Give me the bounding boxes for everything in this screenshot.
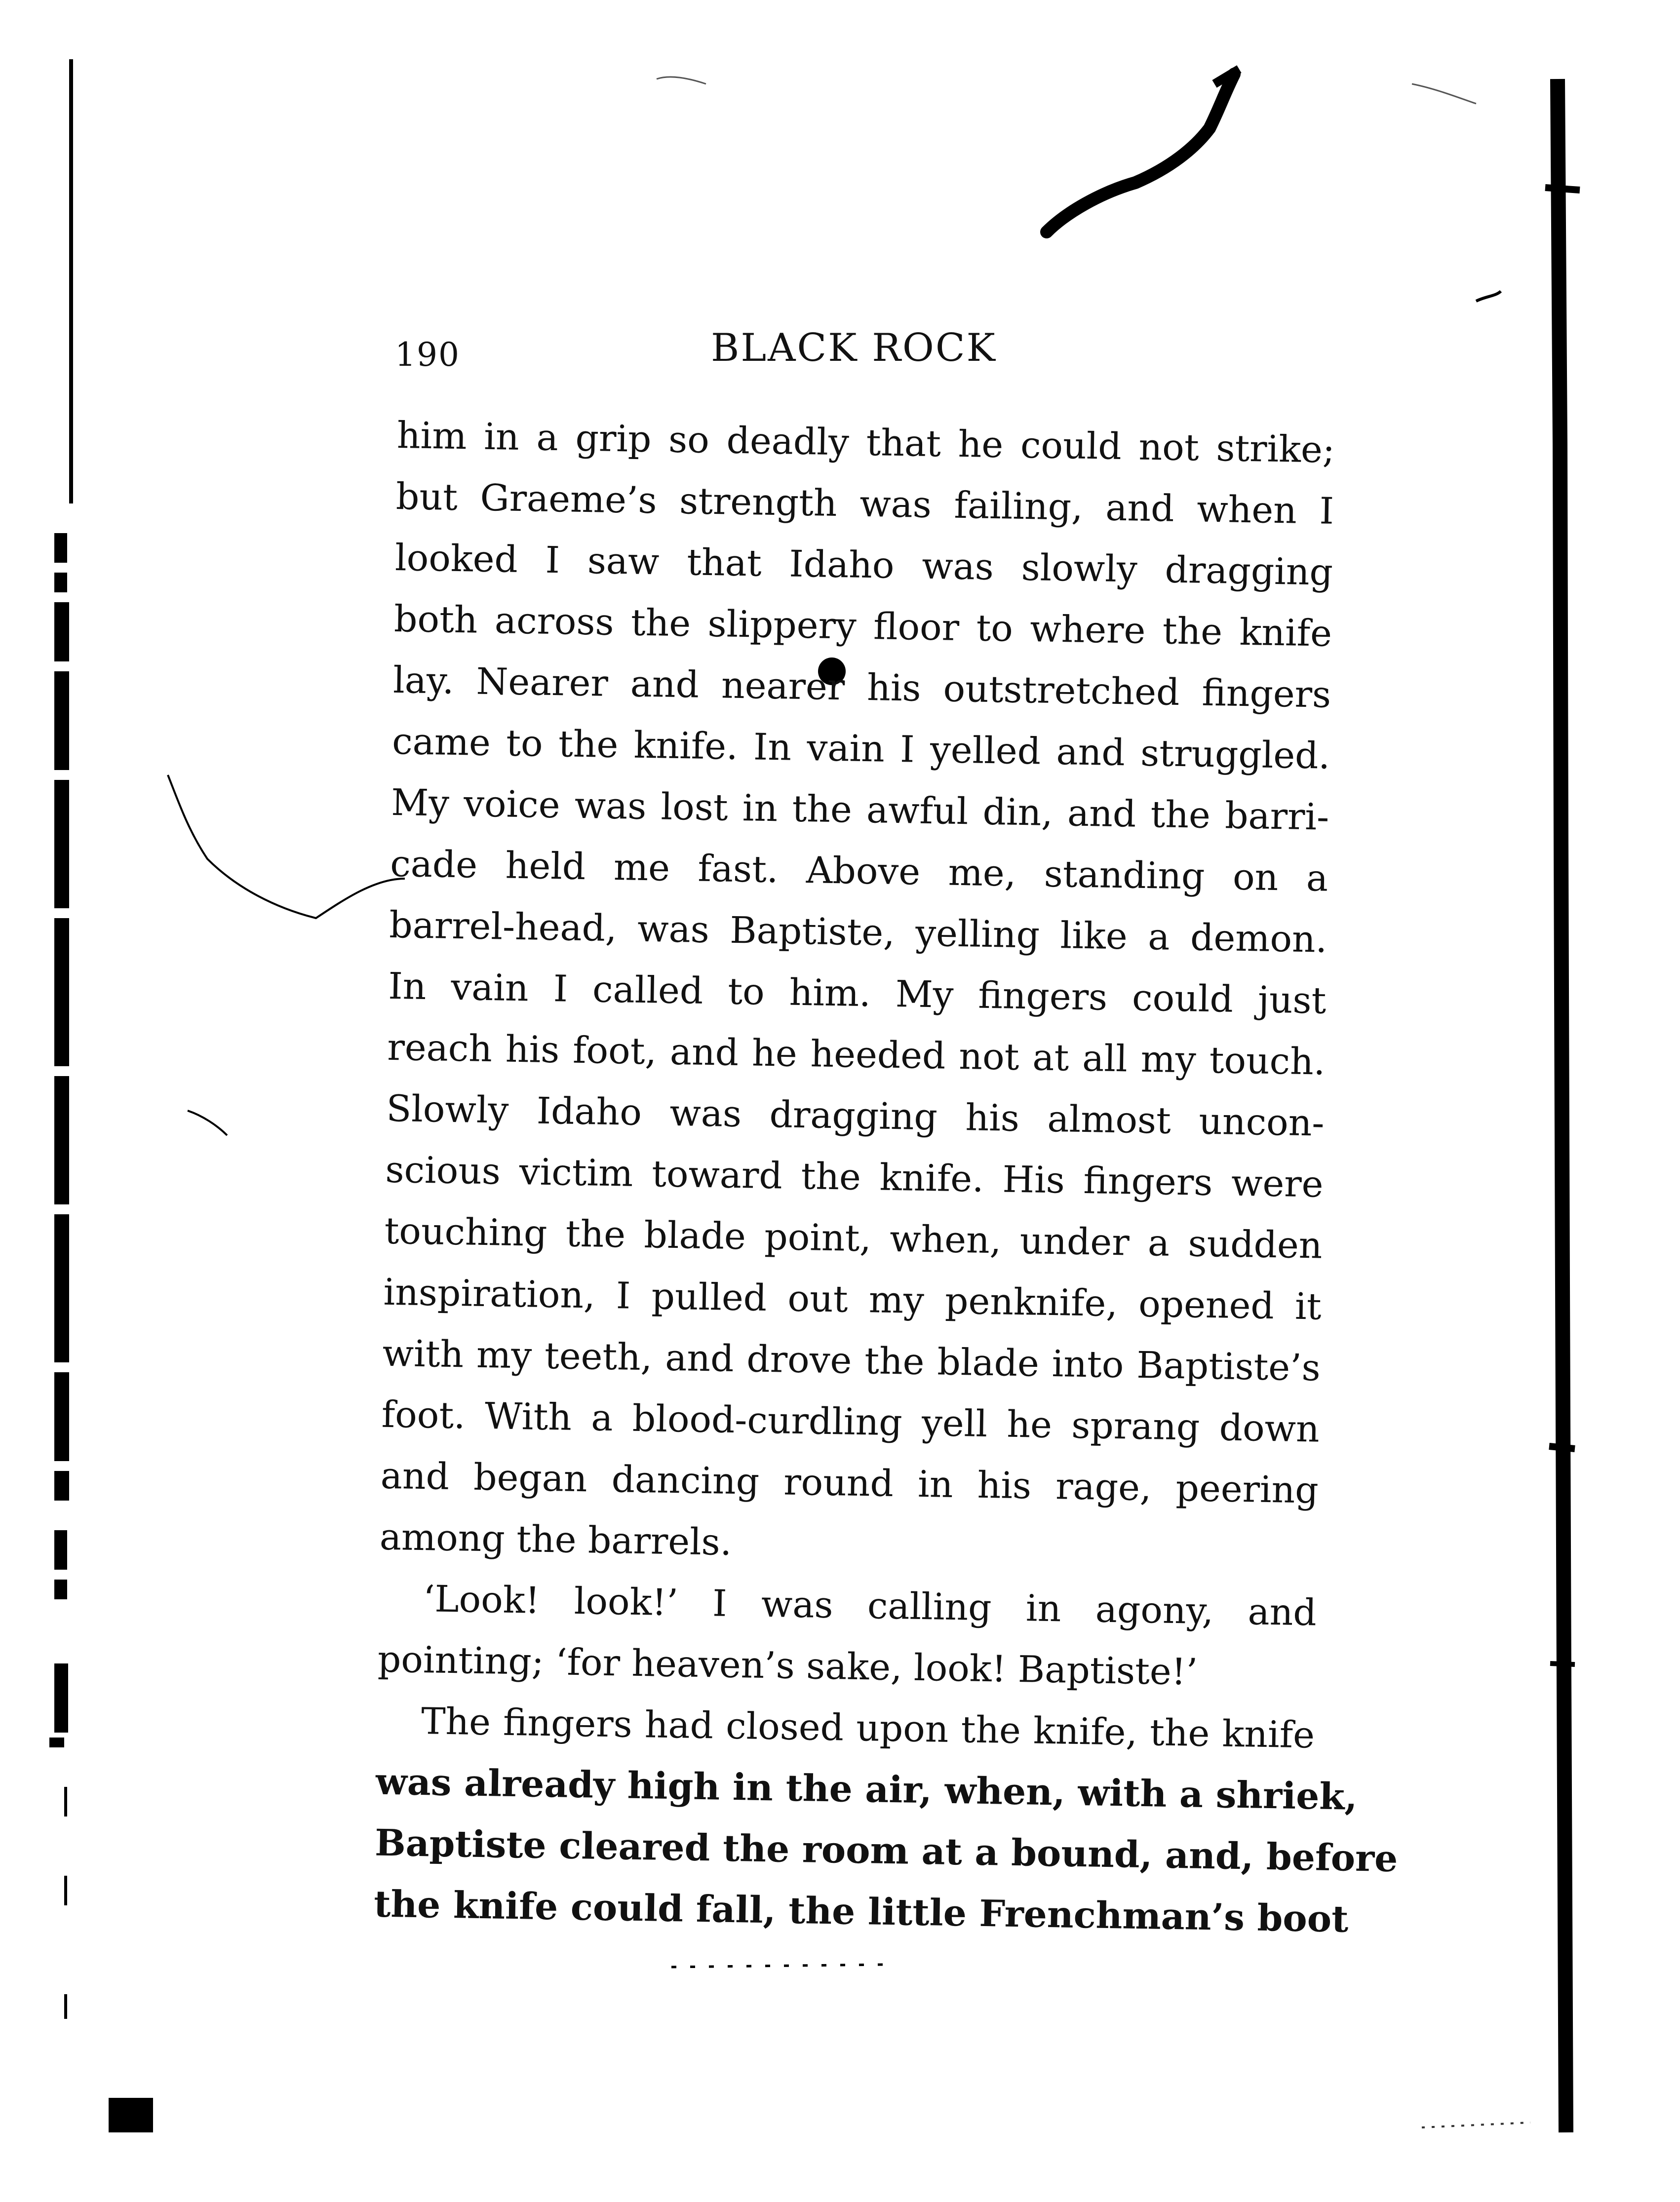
text-line: and began dancing round in his rage, peering [380, 1454, 1319, 1512]
text-line: Baptiste cleared the room at a bound, and, before [374, 1821, 1398, 1881]
text-line: The fingers had closed upon the knife, the knife [421, 1700, 1315, 1757]
text-line: cade held me fast. Above me, standing on a [390, 842, 1328, 900]
text-line: him in a grip so deadly that he could not strike; [396, 414, 1335, 471]
running-head [395, 326, 1333, 380]
left-margin-noise [49, 59, 153, 2132]
body-text [373, 405, 1398, 1949]
text-line: both across the slippery floor to where the knife [393, 597, 1332, 655]
text-line: the knife could fall, the little Frenchman’s boot [373, 1883, 1349, 1941]
book-title: BLACK ROCK [711, 326, 997, 370]
text-line: My voice was lost in the awful din, and the barri- [391, 781, 1329, 839]
text-line: touching the blade point, when, under a sudden [384, 1209, 1323, 1267]
text-line: came to the knife. In vain I yelled and struggled. [391, 720, 1330, 777]
text-line: foot. With a blood-curdling yell he sprang down [381, 1393, 1320, 1451]
text-line: lay. Nearer and nearer his outstretched fingers [392, 658, 1331, 716]
text-line: was already high in the air, when, with a shriek, [375, 1760, 1358, 1818]
text-line: In vain I called to him. My fingers could just [388, 965, 1327, 1022]
text-line: reach his foot, and he heeded not at all my touch. [387, 1026, 1326, 1083]
text-line: Slowly Idaho was dragging his almost uncon- [386, 1087, 1325, 1145]
text-line: with my teeth, and drove the blade into Baptiste’s [382, 1332, 1321, 1390]
text-line: among the barrels. [379, 1515, 732, 1564]
tear-mark [1047, 74, 1234, 232]
binding-edge-bar [1558, 79, 1566, 2132]
text-line: barrel-head, was Baptiste, yelling like a demon. [389, 903, 1328, 961]
text-line: looked I saw that Idaho was slowly dragging [394, 536, 1333, 594]
text-line: inspiration, I pulled out my penknife, opened it [383, 1271, 1322, 1328]
page-number: 190 [395, 336, 460, 374]
text-line: but Graeme’s strength was failing, and when I [395, 475, 1334, 533]
text-line: scious victim toward the knife. His fingers were [385, 1148, 1324, 1206]
text-line: pointing; ‘for heaven’s sake, look! Baptiste!’ [377, 1638, 1198, 1694]
stray-curve [168, 775, 405, 918]
text-line: ‘Look! look!’ I was calling in agony, and [423, 1578, 1317, 1634]
